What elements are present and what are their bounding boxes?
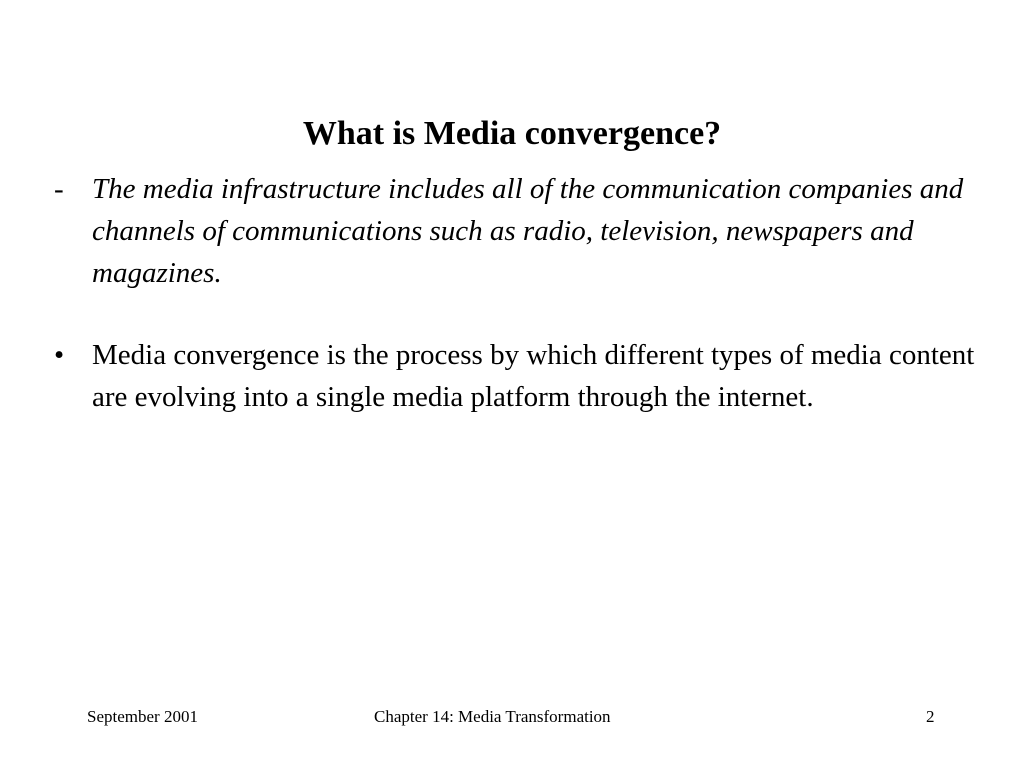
bullet-item-convergence (54, 334, 984, 418)
footer-page-number: 2 (926, 707, 935, 726)
bullet-text-infrastructure: The media infrastructure includes all of the communication companies and channels of communications such as radio, television, newspapers and magazines. (92, 173, 964, 289)
bullet-spacer (54, 294, 984, 334)
dash-bullet-marker: - (54, 173, 64, 205)
bullet-list (54, 168, 984, 418)
bullet-item-infrastructure (54, 168, 984, 294)
bullet-text-convergence: Media convergence is the process by which different types of media content are evolving into a single media platform through the internet. (92, 339, 975, 413)
dot-bullet-marker: • (54, 339, 65, 371)
footer-date: September 2001 (87, 707, 198, 726)
slide-title: What is Media convergence? (302, 115, 722, 152)
footer-chapter: Chapter 14: Media Transformation (374, 707, 611, 726)
